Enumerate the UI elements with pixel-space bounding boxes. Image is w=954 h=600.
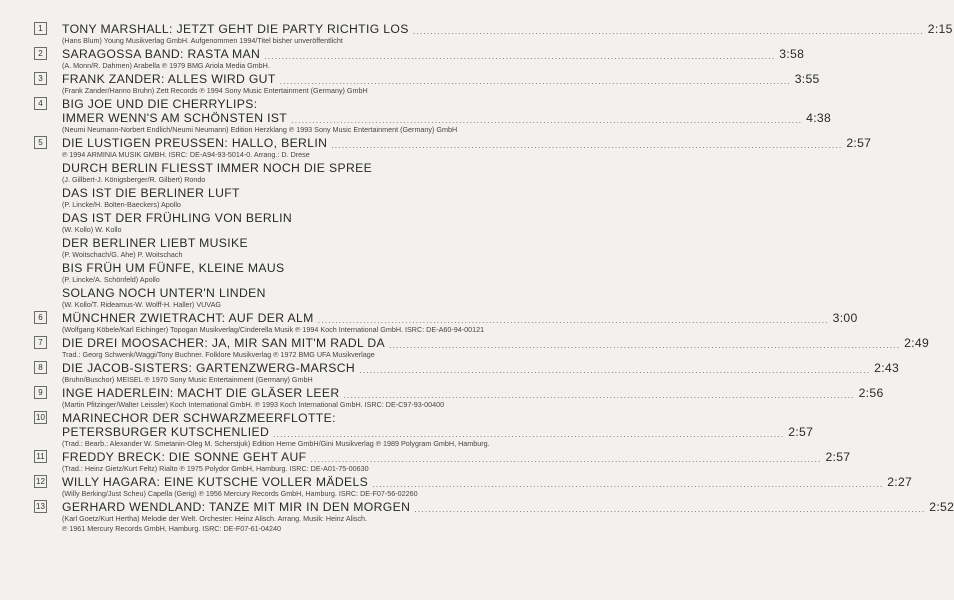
track-title: SARAGOSSA BAND: RASTA MAN bbox=[62, 47, 261, 61]
track-credit: (Martin Pfitzinger/Walter Leissler) Koch International GmbH. ℗ 1993 Koch International GmbH. ISRC: DE-C97-93-00400 bbox=[62, 400, 445, 409]
track-number-box: 12 bbox=[34, 475, 47, 488]
track-title-line bbox=[34, 47, 805, 61]
track-title: TONY MARSHALL: JETZT GEHT DIE PARTY RICHTIG LOS bbox=[62, 22, 409, 36]
track-title: DIE LUSTIGEN PREUSSEN: HALLO, BERLIN bbox=[62, 136, 328, 150]
track-duration: 2:57 bbox=[788, 425, 814, 439]
medley-credit: (W. Kollo/T. Rideamus-W. Wolff-H. Haller) VUVAG bbox=[62, 300, 221, 309]
track-number-box: 3 bbox=[34, 72, 47, 85]
track-duration: 4:38 bbox=[806, 111, 832, 125]
medley-item bbox=[34, 261, 572, 285]
medley-title-line bbox=[34, 261, 572, 275]
track-credit: (Trad.: Bearb.: Alexander W. Smetanin-Oleg M. Scherstjuk) Edition Herne GmbH/Gini Musikverlag ℗ 1989 Polygram GmbH, Hamburg. bbox=[62, 439, 490, 448]
track-duration: 2:27 bbox=[887, 475, 913, 489]
track-credit-2: ℗ 1961 Mercury Records GmbH, Hamburg. ISRC: DE-F07-61-04240 bbox=[62, 524, 282, 533]
track-credit: (Karl Goetz/Kurt Hertha) Melodie der Welt. Orchester: Heinz Alisch. Arrang. Musik: Heinz Alisch. bbox=[62, 514, 368, 523]
leader-dots: .................................................................................................................................................. bbox=[331, 140, 843, 150]
track-entry bbox=[34, 411, 814, 449]
medley-item bbox=[34, 236, 572, 260]
medley-title-line bbox=[34, 211, 572, 225]
medley-title-line bbox=[34, 186, 572, 200]
track-number-box: 10 bbox=[34, 411, 47, 424]
track-number-box: 2 bbox=[34, 47, 47, 60]
medley-title: DAS IST DIE BERLINER LUFT bbox=[62, 186, 240, 200]
track-title-line bbox=[34, 72, 820, 86]
leader-dots: .................................................................................................................................................. bbox=[359, 365, 871, 375]
track-number-box: 1 bbox=[34, 22, 47, 35]
leader-dots: .................................................................................................................................................. bbox=[414, 504, 926, 514]
track-entry bbox=[34, 311, 858, 335]
track-title: DIE DREI MOOSACHER: JA, MIR SAN MIT'M RADL DA bbox=[62, 336, 386, 350]
track-title: MÜNCHNER ZWIETRACHT: AUF DER ALM bbox=[62, 311, 314, 325]
track-duration: 3:00 bbox=[832, 311, 858, 325]
leader-dots: .................................................................................................................................................. bbox=[310, 454, 822, 464]
track-title: WILLY HAGARA: EINE KUTSCHE VOLLER MÄDELS bbox=[62, 475, 369, 489]
medley-title: DURCH BERLIN FLIESST IMMER NOCH DIE SPREE bbox=[62, 161, 373, 175]
track-duration: 2:43 bbox=[874, 361, 900, 375]
track-title-line-2 bbox=[34, 111, 832, 125]
medley-title: DAS IST DER FRÜHLING VON BERLIN bbox=[62, 211, 293, 225]
medley-title-line bbox=[34, 286, 572, 300]
track-credit: (Hans Blum) Young Musikverlag GmbH. Aufgenommen 1994/Titel bisher unveröffentlicht bbox=[62, 36, 343, 45]
track-duration: 3:55 bbox=[794, 72, 820, 86]
leader-dots: .................................................................................................................................................. bbox=[372, 479, 884, 489]
medley-title-line bbox=[34, 236, 572, 250]
track-number-box: 4 bbox=[34, 97, 47, 110]
track-title-line bbox=[34, 475, 913, 489]
track-number-box: 7 bbox=[34, 336, 47, 349]
medley-item bbox=[34, 161, 572, 185]
track-credit: (Wolfgang Köbele/Karl Eichinger) Topogan Musikverlag/Cinderella Musik ℗ 1994 Koch International GmbH. ISRC: DE-A60-94-00121 bbox=[62, 325, 485, 334]
track-number-box: 9 bbox=[34, 386, 47, 399]
track-title: DIE JACOB-SISTERS: GARTENZWERG-MARSCH bbox=[62, 361, 356, 375]
track-title: GERHARD WENDLAND: TANZE MIT MIR IN DEN MORGEN bbox=[62, 500, 411, 514]
track-title: MARINECHOR DER SCHWARZMEERFLOTTE: bbox=[62, 411, 336, 425]
track-entry bbox=[34, 97, 832, 135]
track-title-line-2 bbox=[34, 425, 814, 439]
track-number-box: 5 bbox=[34, 136, 47, 149]
track-entry bbox=[34, 386, 884, 410]
track-number-box: 13 bbox=[34, 500, 47, 513]
track-title-line bbox=[34, 450, 851, 464]
track-entry bbox=[34, 361, 900, 385]
medley-credit: (P. Lincke/A. Schönfeld) Apollo bbox=[62, 275, 160, 284]
track-duration: 2:15 bbox=[927, 22, 953, 36]
track-title: INGE HADERLEIN: MACHT DIE GLÄSER LEER bbox=[62, 386, 340, 400]
medley-title: DER BERLINER LIEBT MUSIKE bbox=[62, 236, 248, 250]
track-title: BIG JOE UND DIE CHERRYLIPS: bbox=[62, 97, 258, 111]
track-credit: ℗ 1994 ARMINIA MUSIK GMBH. ISRC: DE-A94-93-5014-0. Arrang.: D. Drese bbox=[62, 150, 310, 159]
track-title-line bbox=[34, 386, 884, 400]
leader-dots: .................................................................................................................................................. bbox=[389, 340, 901, 350]
track-credit: Trad.: Georg Schwenk/Waggi/Tony Buchner. Folklore Musikverlag ℗ 1972 BMG UFA Musikverlage bbox=[62, 350, 375, 359]
track-number-box: 8 bbox=[34, 361, 47, 374]
track-entry bbox=[34, 475, 913, 499]
track-credit: (A. Monn/R. Dahmen) Arabella ℗ 1979 BMG Ariola Media GmbH. bbox=[62, 61, 270, 70]
track-entry bbox=[34, 336, 930, 360]
track-duration: 2:49 bbox=[904, 336, 930, 350]
track-title-line bbox=[34, 411, 572, 425]
track-duration: 2:52 bbox=[929, 500, 954, 514]
leader-dots: .................................................................................................................................................. bbox=[317, 315, 829, 325]
track-credit: (Neumi Neumann-Norbert Endlich/Neumi Neumann) Edition Herzklang ℗ 1993 Sony Music Entertainment (Germany) GmbH bbox=[62, 125, 458, 134]
track-entry bbox=[34, 47, 805, 71]
track-number-box: 6 bbox=[34, 311, 47, 324]
track-title-line bbox=[34, 311, 858, 325]
track-title-continued: IMMER WENN'S AM SCHÖNSTEN IST bbox=[62, 111, 288, 125]
medley-credit: (W. Kollo) W. Kollo bbox=[62, 225, 122, 234]
track-title-line bbox=[34, 136, 872, 150]
leader-dots: .................................................................................................................................................. bbox=[343, 390, 855, 400]
track-title-line bbox=[34, 336, 930, 350]
track-entry bbox=[34, 136, 872, 310]
track-credit: (Frank Zander/Hanno Bruhn) Zett Records ℗ 1994 Sony Music Entertainment (Germany) GmbH bbox=[62, 86, 368, 95]
leader-dots: .................................................................................................................................................. bbox=[279, 76, 791, 86]
track-duration: 3:58 bbox=[779, 47, 805, 61]
leader-dots: .................................................................................................................................................. bbox=[412, 26, 924, 36]
track-title-line bbox=[34, 500, 954, 514]
track-credit: (Trad.: Heinz Gietz/Kurt Feltz) Rialto ℗ 1975 Polydor GmbH, Hamburg. ISRC: DE-A01-75-00630 bbox=[62, 464, 369, 473]
track-entry bbox=[34, 450, 851, 474]
track-number-box: 11 bbox=[34, 450, 47, 463]
medley-credit: (P. Lincke/H. Bolten-Baeckers) Apollo bbox=[62, 200, 181, 209]
track-title-line bbox=[34, 22, 953, 36]
track-credit: (Bruhn/Buschor) MEISEL ℗ 1970 Sony Music Entertainment (Germany) GmbH bbox=[62, 375, 313, 384]
track-title-continued: PETERSBURGER KUTSCHENLIED bbox=[62, 425, 270, 439]
leader-dots: .................................................................................................................................................. bbox=[273, 429, 785, 439]
track-title-line bbox=[34, 97, 572, 111]
track-title-line bbox=[34, 361, 900, 375]
medley-title: BIS FRÜH UM FÜNFE, KLEINE MAUS bbox=[62, 261, 285, 275]
track-entry bbox=[34, 22, 953, 46]
track-entry bbox=[34, 500, 954, 534]
medley-title: SOLANG NOCH UNTER'N LINDEN bbox=[62, 286, 266, 300]
medley-item bbox=[34, 186, 572, 210]
track-duration: 2:56 bbox=[858, 386, 884, 400]
track-entry bbox=[34, 72, 820, 96]
track-duration: 2:57 bbox=[825, 450, 851, 464]
leader-dots: .................................................................................................................................................. bbox=[291, 115, 803, 125]
track-title: FRANK ZANDER: ALLES WIRD GUT bbox=[62, 72, 276, 86]
track-duration: 2:57 bbox=[846, 136, 872, 150]
medley-item bbox=[34, 286, 572, 310]
medley-credit: (J. Gillbert-J. Königsberger/R. Gilbert) Rondo bbox=[62, 175, 206, 184]
medley-title-line bbox=[34, 161, 572, 175]
medley-credit: (P. Woitschach/G. Ahe) P. Woitschach bbox=[62, 250, 183, 259]
track-title: FREDDY BRECK: DIE SONNE GEHT AUF bbox=[62, 450, 307, 464]
track-credit: (Willy Berking/Just Scheu) Capella (Gerig) ℗ 1956 Mercury Records GmbH, Hamburg. ISRC: DE-F07-56-02260 bbox=[62, 489, 418, 498]
leader-dots: .................................................................................................................................................. bbox=[264, 51, 776, 61]
medley-item bbox=[34, 211, 572, 235]
